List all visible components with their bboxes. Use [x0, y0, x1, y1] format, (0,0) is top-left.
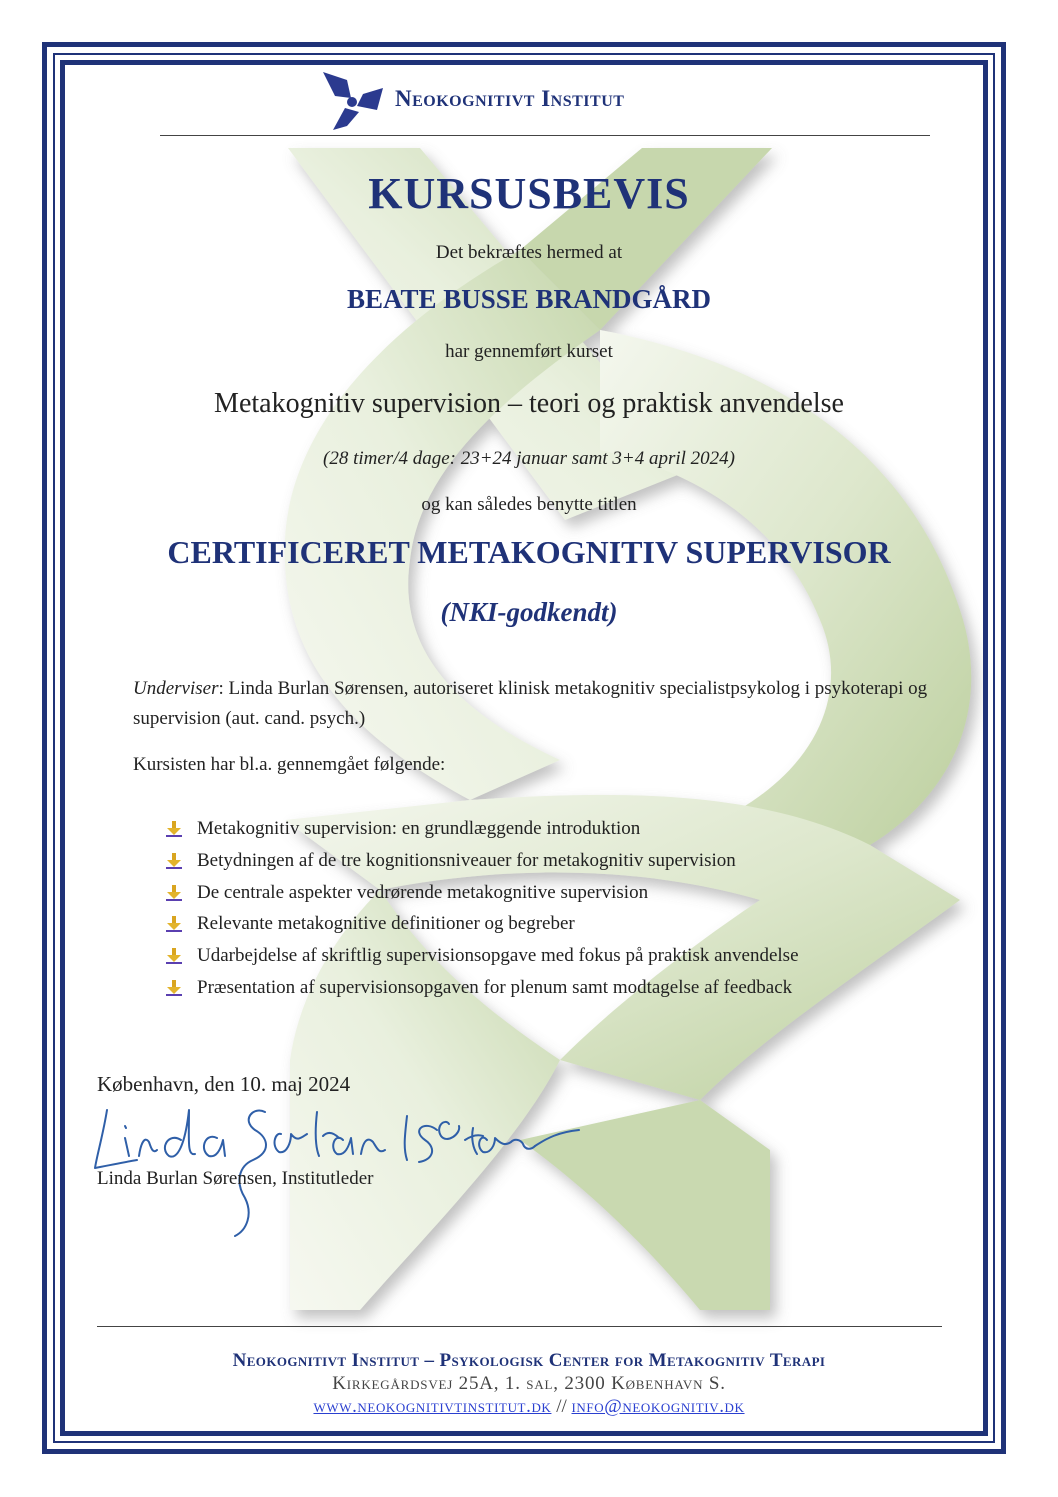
teacher-info [133, 674, 983, 734]
website-link[interactable]: www.neokognitivtinstitut.dk [313, 1396, 552, 1417]
certified-title: CERTIFICERET METAKOGNITIV SUPERVISOR [167, 534, 891, 570]
course-name: Metakognitiv supervision – teori og praktisk anvendelse [214, 388, 844, 419]
confirm-text: Det bekræftes hermed at [435, 242, 623, 263]
header-divider [160, 135, 930, 136]
topics-list [165, 814, 799, 1005]
list-item: De centrale aspekter vedrørende metakognitive supervision [165, 878, 799, 910]
list-item: Metakognitiv supervision: en grundlæggende introduktion [165, 814, 799, 846]
approval-note: (NKI-godkendt) [440, 597, 618, 627]
title-intro: og kan således benytte titlen [421, 494, 637, 515]
arrow-bullet-icon [165, 820, 183, 838]
link-separator: // [551, 1396, 572, 1417]
list-item: Præsentation af supervisionsopgaven for plenum samt modtagelse af feedback [165, 973, 799, 1005]
completed-text: har gennemført kurset [445, 341, 613, 362]
teacher-label: Underviser [133, 678, 219, 699]
topics-intro: Kursisten har bl.a. gennemgået følgende: [133, 754, 446, 775]
arrow-bullet-icon [165, 915, 183, 933]
arrow-bullet-icon [165, 947, 183, 965]
recipient-name: BEATE BUSSE BRANDGÅRD [346, 284, 712, 314]
footer-address: Kirkegårdsvej 25A, 1. sal, 2300 København S. [332, 1373, 726, 1394]
arrow-bullet-icon [165, 852, 183, 870]
footer-links [70, 1396, 988, 1418]
certificate-title: KURSUSBEVIS [368, 169, 690, 218]
footer-institute: Neokognitivt Institut – Psykologisk Center for Metakognitiv Terapi [232, 1350, 826, 1371]
list-item: Udarbejdelse af skriftlig supervisionsopgave med fokus på praktisk anvendelse [165, 941, 799, 973]
handwritten-signature [85, 1090, 585, 1240]
footer-divider [97, 1326, 942, 1327]
arrow-bullet-icon [165, 884, 183, 902]
teacher-text: : Linda Burlan Sørensen, autoriseret klinisk metakognitiv specialistpsykolog i psykoterapi og supervision (aut. cand. psych.) [133, 678, 928, 729]
arrow-bullet-icon [165, 979, 183, 997]
signer-name: Linda Burlan Sørensen, Institutleder [97, 1168, 374, 1189]
place-date: København, den 10. maj 2024 [97, 1072, 351, 1096]
email-link[interactable]: info@neokognitiv.dk [571, 1396, 745, 1417]
course-details: (28 timer/4 dage: 23+24 januar samt 3+4 april 2024) [323, 448, 735, 469]
list-item: Relevante metakognitive definitioner og begreber [165, 909, 799, 941]
nki-propeller-logo-icon [317, 66, 387, 136]
list-item: Betydningen af de tre kognitionsniveauer for metakognitiv supervision [165, 846, 799, 878]
institute-name: Neokognitivt Institut [395, 86, 625, 111]
